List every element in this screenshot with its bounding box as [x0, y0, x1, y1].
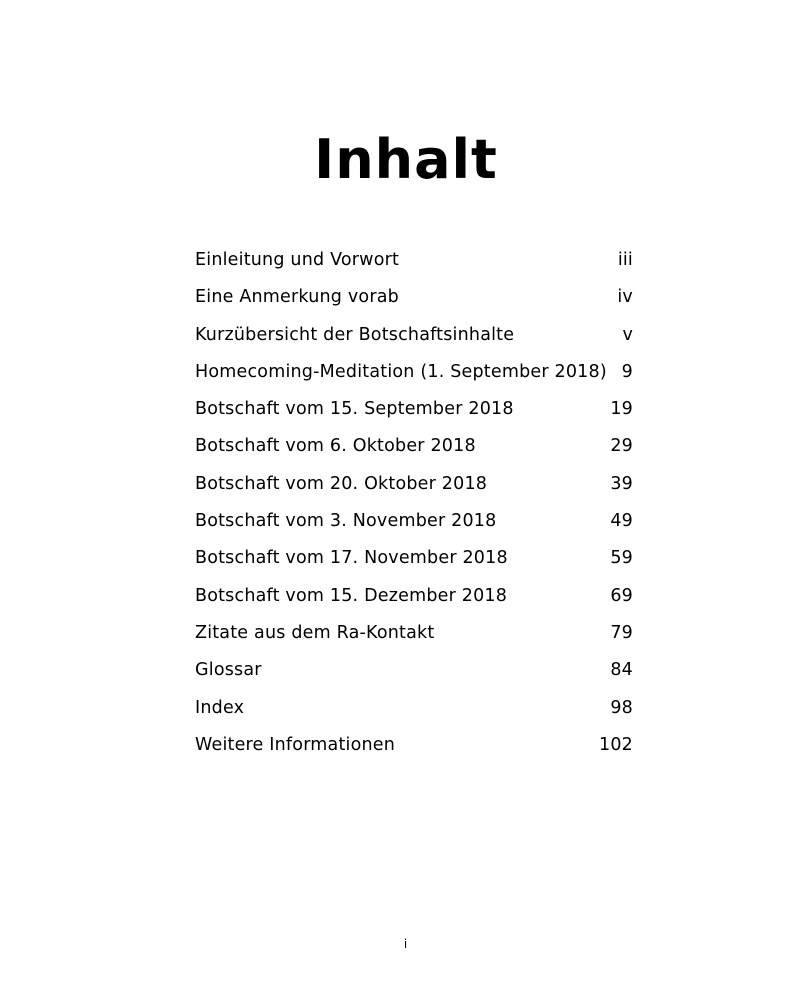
toc-entry-page: 102 — [598, 734, 633, 755]
toc-entry-title: Eine Anmerkung vorab — [195, 287, 399, 308]
toc-entry-page: 49 — [610, 511, 633, 532]
toc-entry-title: Einleitung und Vorwort — [195, 250, 400, 270]
toc-entry-further-information — [195, 729, 633, 766]
toc-entry-overview — [195, 319, 633, 356]
toc-entry-preliminary-note — [195, 281, 633, 318]
toc-entry-page: 59 — [610, 548, 633, 569]
toc-entry-index — [195, 692, 633, 729]
toc-entry-message-oct-6 — [195, 430, 633, 467]
toc-entry-title: Botschaft vom 3. November 2018 — [195, 511, 497, 532]
toc-entry-message-sep-15 — [195, 393, 633, 430]
toc-entry-page: 69 — [610, 585, 633, 606]
toc-entry-message-nov-3 — [195, 505, 633, 542]
toc-entry-title: Glossar — [195, 660, 262, 681]
toc-entry-page: 9 — [621, 361, 633, 382]
toc-entry-page: 29 — [610, 436, 633, 457]
toc-entry-title: Weitere Informationen — [195, 734, 396, 755]
toc-entry-title: Botschaft vom 17. November 2018 — [195, 548, 508, 569]
toc-entry-page: iii — [617, 250, 633, 270]
toc-entry-title: Botschaft vom 15. Dezember 2018 — [195, 585, 508, 606]
toc-entry-title: Zitate aus dem Ra-Kontakt — [195, 622, 435, 643]
toc-entry-introduction — [195, 244, 633, 281]
toc-entry-title: Botschaft vom 6. Oktober 2018 — [195, 436, 476, 457]
toc-entry-page: 84 — [610, 660, 633, 681]
toc-entry-page: iv — [617, 287, 633, 308]
toc-entry-message-nov-17 — [195, 542, 633, 579]
toc-entry-homecoming-meditation — [195, 356, 633, 393]
toc-entry-page: 79 — [610, 622, 633, 643]
page-number: i — [403, 937, 408, 951]
toc-entry-title: Kurzübersicht der Botschaftsinhalte — [195, 324, 515, 345]
toc-entry-title: Index — [195, 697, 245, 718]
toc-entry-title: Botschaft vom 20. Oktober 2018 — [195, 473, 488, 494]
toc-entry-ra-contact-quotes — [195, 617, 633, 654]
toc-entry-page: v — [622, 324, 633, 345]
toc-entry-message-oct-20 — [195, 468, 633, 505]
toc-entry-page: 19 — [610, 399, 633, 420]
toc-entry-title: Homecoming-Meditation (1. September 2018) — [195, 361, 607, 382]
toc-entry-message-dec-15 — [195, 580, 633, 617]
toc-entry-glossary — [195, 654, 633, 691]
toc-entry-page: 39 — [610, 473, 633, 494]
page-title: Inhalt — [314, 128, 498, 191]
toc-entry-page: 98 — [610, 697, 633, 718]
toc-entry-title: Botschaft vom 15. September 2018 — [195, 399, 514, 420]
table-of-contents — [195, 244, 633, 766]
